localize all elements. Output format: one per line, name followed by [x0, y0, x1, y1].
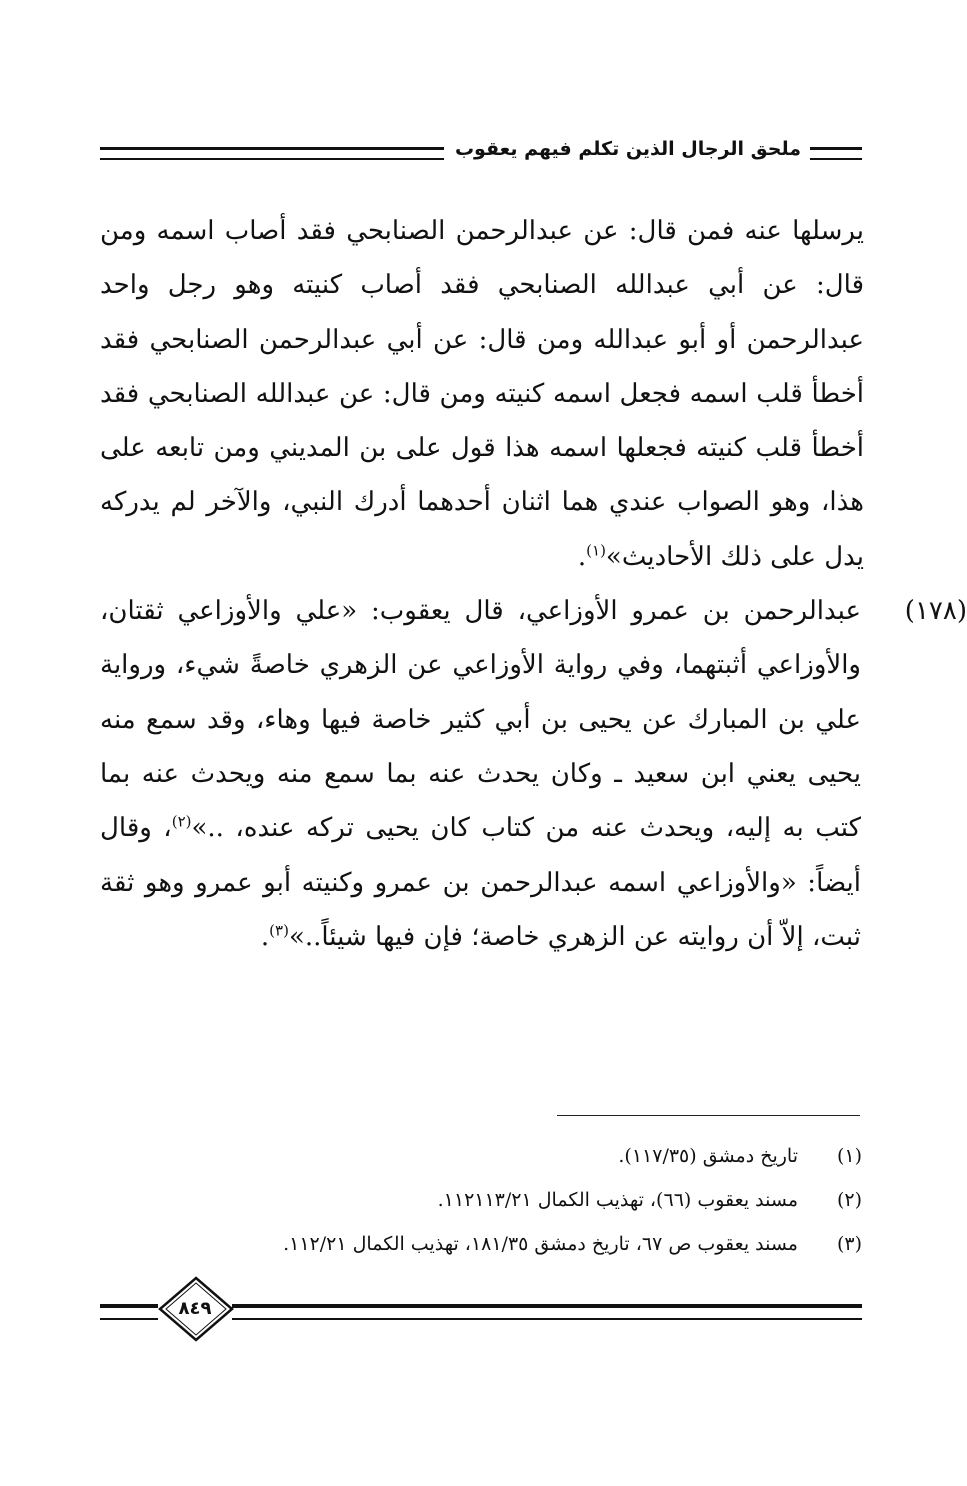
footnote-number: (١)	[836, 1145, 862, 1167]
main-text	[100, 204, 967, 964]
continuation-paragraph	[100, 204, 864, 584]
entry-text	[100, 584, 861, 964]
footnote-number: (٢)	[836, 1189, 862, 1211]
entry-end: .	[260, 921, 270, 952]
page-footer	[100, 1276, 862, 1348]
entry-number: (١٧٨)	[904, 596, 967, 627]
footnote-text: مسند يعقوب ص ٦٧، تاريخ دمشق ١٨١/٣٥، تهذيب الكمال ١١٢/٢١.	[283, 1233, 798, 1255]
running-header	[100, 138, 862, 168]
paragraph-end: .	[577, 541, 587, 572]
running-header-title: ملحق الرجال الذين تكلم فيهم يعقوب	[454, 138, 802, 160]
header-rule-right	[810, 147, 862, 160]
footnote-ref-2: (٢)	[171, 812, 192, 831]
footnote-ref-3: (٣)	[269, 921, 289, 940]
footnote-ref-1: (١)	[586, 541, 606, 560]
footnote-2	[100, 1184, 862, 1228]
footer-rule-right	[232, 1304, 862, 1320]
header-rule-left	[100, 147, 444, 160]
footnote-3	[100, 1228, 862, 1272]
footnotes	[100, 1140, 862, 1272]
footnote-text: مسند يعقوب (٦٦)، تهذيب الكمال ١١٢١١٣/٢١.	[437, 1189, 798, 1211]
footnote-text: تاريخ دمشق (١١٧/٣٥).	[618, 1145, 798, 1167]
page-number: ٨٤٩	[178, 1298, 212, 1319]
footnote-number: (٣)	[836, 1233, 862, 1255]
entry-text-part-2: ، وقال أيضاً: «والأوزاعي اسمه عبدالرحمن بن عمرو وكنيته أبو عمرو وهو ثقة ثبت، إلاّ أن روايته عن الزهري خاصة؛ فإن فيها شيئاً..»	[100, 813, 861, 952]
footer-rule-left	[100, 1304, 158, 1320]
entry-text-part-1: عبدالرحمن بن عمرو الأوزاعي، قال يعقوب: «علي والأوزاعي ثقتان، والأوزاعي أثبتهما، وفي رواية الأوزاعي عن الزهري خاصةً شيء، ورواية علي بن المبارك عن يحيى بن أبي كثير خاصة فيها وهاء، وقد سمع منه يحيى يعني ابن سعيد ـ وكان يحدث عنه بما سمع منه ويحدث عنه بما كتب به إليه، ويحدث عنه من كتاب كان يحيى تركه عنده، ..»	[100, 596, 861, 844]
paragraph-text: يرسلها عنه فمن قال: عن عبدالرحمن الصنابحي فقد أصاب اسمه ومن قال: عن أبي عبدالله الصنابحي فقد أصاب كنيته وهو رجل واحد عبدالرحمن أو أبو عبدالله ومن قال: عن أبي عبدالرحمن الصنابحي فقد أخطأ قلب اسمه فجعل اسمه كنيته ومن قال: عن عبدالله الصنابحي فقد أخطأ قلب كنيته فجعلها اسمه هذا قول على بن المديني ومن تابعه على هذا، وهو الصواب عندي هما اثنان أحدهما أدرك النبي، والآخر لم يدركه يدل على ذلك الأحاديث»	[100, 216, 864, 572]
footnote-separator	[557, 1115, 860, 1116]
footnote-1	[100, 1140, 862, 1184]
entry-178	[100, 584, 967, 964]
